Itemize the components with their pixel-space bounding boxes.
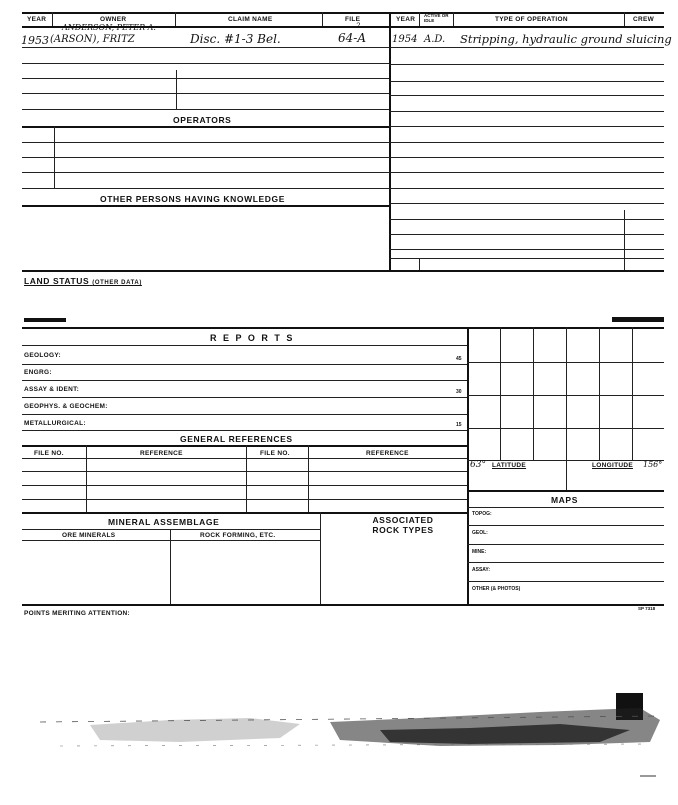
operation-type-value: Stripping, hydraulic ground sluicing: [460, 32, 672, 46]
map-other: OTHER (& PHOTOS): [472, 586, 521, 592]
entry-year-2: 1954: [392, 34, 418, 45]
general-references-title: GENERAL REFERENCES: [180, 434, 293, 444]
mineral-assemblage-title: MINERAL ASSEMBLAGE: [108, 517, 220, 527]
map-assay: ASSAY:: [472, 567, 491, 573]
scale-15: 15: [456, 422, 462, 428]
form-code: SP 7318: [638, 606, 656, 611]
ore-minerals-label: ORE MINERALS: [62, 532, 116, 539]
header-year-2: YEAR: [396, 16, 416, 23]
header-claim-name: CLAIM NAME: [228, 16, 273, 23]
rock-forming-label: ROCK FORMING, ETC.: [200, 532, 276, 539]
active-status: A.D.: [424, 34, 446, 45]
scale-30: 30: [456, 389, 462, 395]
owner-name-line1: ANDERSON, PETER A.: [62, 23, 156, 32]
header-crew: CREW: [633, 16, 655, 23]
ref-col-file-no-2: FILE NO.: [260, 450, 290, 457]
header-year: YEAR: [27, 16, 47, 23]
file-value: 64-A: [338, 31, 366, 45]
longitude-value: 156°: [643, 460, 663, 469]
report-engrg: ENGRG:: [24, 369, 52, 376]
map-mine: MINE:: [472, 549, 487, 555]
latitude-label: LATITUDE: [492, 462, 527, 469]
land-status-title: LAND STATUS (OTHER DATA): [24, 276, 142, 286]
longitude-label: LONGITUDE: [592, 462, 633, 469]
header-type-of-operation: TYPE OF OPERATION: [495, 16, 568, 23]
associated-rock-types-title: ASSOCIATED ROCK TYPES: [372, 515, 434, 535]
header-active-idle: ACTIVE OR IDLE: [424, 13, 449, 23]
report-assay: ASSAY & IDENT:: [24, 386, 80, 393]
header-owner: OWNER: [100, 16, 127, 23]
map-geol: GEOL:: [472, 530, 488, 536]
file-superscript: 2: [356, 22, 361, 30]
ref-col-reference: REFERENCE: [140, 450, 183, 457]
report-geology: GEOLOGY:: [24, 352, 61, 359]
latitude-value: 63°: [470, 460, 486, 470]
operators-title: OPERATORS: [173, 115, 232, 125]
claim-name-value: Disc. #1-3 Bel.: [190, 32, 281, 46]
ref-col-reference-2: REFERENCE: [366, 450, 409, 457]
maps-title: MAPS: [551, 495, 578, 505]
map-topog: TOPOG:: [472, 511, 492, 517]
points-meriting-attention: POINTS MERITING ATTENTION:: [24, 610, 131, 617]
entry-year: 1953: [21, 34, 49, 47]
scale-45: 45: [456, 356, 462, 362]
report-geophys: GEOPHYS. & GEOCHEM:: [24, 403, 108, 410]
other-persons-title: OTHER PERSONS HAVING KNOWLEDGE: [100, 194, 286, 204]
owner-name-line2: (ARSON), FRITZ: [50, 34, 135, 45]
header-file: FILE: [345, 16, 361, 23]
reports-title: R E P O R T S: [210, 333, 295, 343]
ref-col-file-no: FILE NO.: [34, 450, 64, 457]
report-metallurgical: METALLURGICAL:: [24, 420, 86, 427]
